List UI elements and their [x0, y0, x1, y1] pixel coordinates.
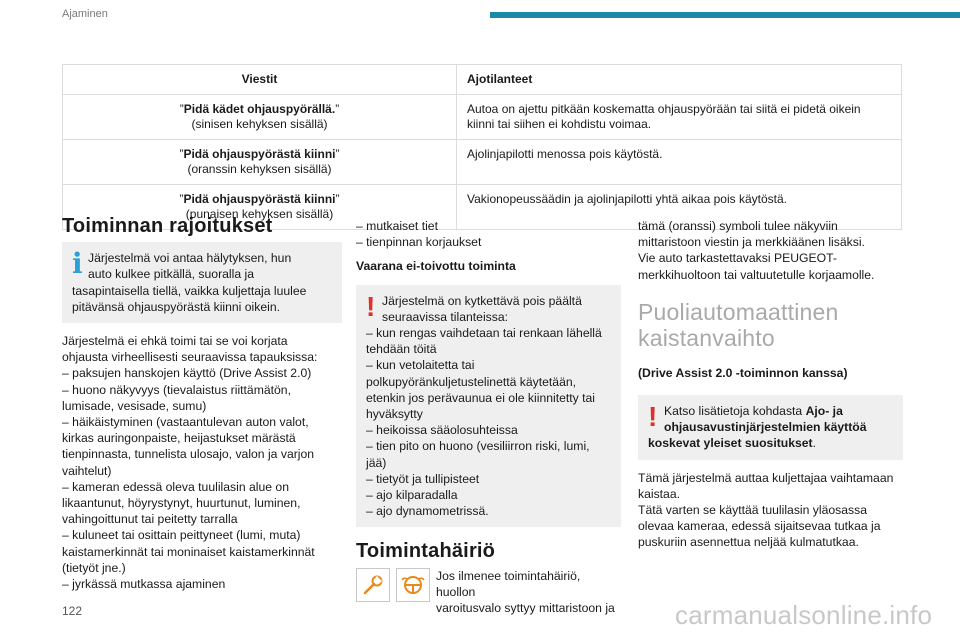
text-line: puskuriin asennettua neljää kulmatutkaa.	[638, 535, 859, 550]
column-header-messages: Viestit	[63, 65, 457, 95]
text-line: varoitusvalo syttyy mittaristoon ja	[436, 601, 615, 616]
text-line: (tietyöt jne.)	[62, 560, 126, 575]
warning-exclamation-icon: !	[366, 290, 376, 322]
header-accent-bar	[490, 12, 960, 18]
warning-box	[356, 285, 621, 528]
text-line: – kameran edessä oleva tuulilasin alue on	[62, 479, 289, 494]
messages-table	[62, 64, 902, 230]
text-line: Järjestelmä ei ehkä toimi tai se voi korjata	[62, 334, 288, 349]
warning-line: seuraavissa tilanteissa:	[382, 309, 508, 324]
text-line: mittaristoon viestin ja merkkiäänen lisäksi.	[638, 235, 865, 250]
warning-line: koskevat yleiset suositukset.	[648, 436, 817, 451]
text-line: ohjausta virheellisesti seuraavissa tapauksissa:	[62, 350, 318, 365]
text-line: tämä (oranssi) symboli tulee näkyviin	[638, 219, 838, 233]
heading-line: kaistanvaihto	[638, 324, 775, 351]
warning-line: – tietyöt ja tullipisteet	[366, 471, 480, 486]
text-line: kirkas auringonpaiste, heijastukset märästä	[62, 431, 296, 446]
table-row	[63, 95, 902, 140]
text-line: vahingoittunut tai peitetty tarralla	[62, 512, 238, 527]
warning-exclamation-icon: !	[648, 401, 658, 433]
column-header-situations: Ajotilanteet	[457, 65, 902, 95]
message-cell: ”Pidä kädet ohjauspyörällä.” (sinisen kehyksen sisällä)	[63, 95, 457, 140]
message-cell: ”Pidä ohjauspyörästä kiinni” (oranssin kehyksen sisällä)	[63, 140, 457, 185]
watermark: carmanualsonline.info	[675, 600, 933, 630]
warning-line: – ajo kilparadalla	[366, 488, 458, 503]
warning-line: – ajo dynamometrissä.	[366, 504, 489, 519]
situation-cell: Vakionopeussäädin ja ajolinjapilotti yhtä aikaa pois käytöstä.	[457, 185, 902, 230]
warning-symbols	[356, 568, 430, 602]
text-line: Tämä järjestelmä auttaa kuljettajaa vaihtamaan	[638, 470, 894, 485]
warning-line: hyväksytty	[366, 407, 423, 422]
warning-line: etenkin jos perävaunua ei ole kiinnitetty tai	[366, 390, 595, 405]
warning-line: jää)	[366, 455, 387, 470]
info-icon: i	[72, 247, 83, 281]
text-line: merkkihuoltoon tai valtuutetulle korjaamolle.	[638, 267, 875, 282]
text-line: likaantunut, höyrystynyt, huurtunut, luminen,	[62, 496, 301, 511]
warning-line: – kun vetolaitetta tai	[366, 358, 475, 373]
table-row	[63, 140, 902, 185]
text-line: kaistaa.	[638, 486, 681, 501]
column-left	[62, 215, 342, 592]
message-cell: ”Pidä ohjauspyörästä kiinni” (punaisen kehyksen sisällä)	[63, 185, 457, 230]
section-heading-lane-change	[638, 299, 903, 351]
warning-line: Katso lisätietoja kohdasta Ajo- ja	[664, 404, 843, 419]
steering-wheel-hands-icon	[396, 568, 430, 602]
warning-line: polkupyöränkuljetustelinettä käytetään,	[366, 374, 577, 389]
text-line: – tienpinnan korjaukset	[356, 235, 482, 250]
info-box	[62, 242, 342, 323]
warning-line: tehdään töitä	[366, 342, 437, 357]
warning-box	[638, 395, 903, 460]
warning-line: Järjestelmä on kytkettävä pois päältä	[382, 293, 582, 308]
text-line: – mutkaiset tiet	[356, 219, 438, 233]
text-line: Jos ilmenee toimintahäiriö, huollon	[436, 568, 581, 599]
info-line: auto kulkee pitkällä, suoralla ja	[88, 267, 254, 282]
page-number: 122	[62, 604, 83, 618]
text-line: – huono näkyvyys (tievalaistus riittämätön,	[62, 382, 291, 397]
column-middle	[356, 218, 621, 616]
info-line: pitävänsä ohjauspyörästä kiinni oikein.	[72, 299, 280, 314]
info-line: Järjestelmä voi antaa hälytyksen, hun	[88, 251, 292, 266]
subheading-drive-assist: (Drive Assist 2.0 -toiminnon kanssa)	[638, 365, 848, 380]
text-line: – kuluneet tai osittain peittyneet (lumi, muta)	[62, 528, 301, 543]
text-line: Vie auto tarkastettavaksi PEUGEOT-	[638, 251, 837, 266]
wrench-icon	[356, 568, 390, 602]
malfunction-block	[356, 568, 621, 617]
warning-line: ohjausavustinjärjestelmien käyttöä	[664, 420, 867, 435]
subheading-unwanted-operation: Vaarana ei-toivottu toiminta	[356, 259, 516, 274]
warning-line: – kun rengas vaihdetaan tai renkaan lähellä	[366, 326, 602, 341]
table-header-row	[63, 65, 902, 95]
info-line: tasapintaisella tiellä, vaikka kuljettaja luulee	[72, 283, 307, 298]
text-line: olevaa kameraa, edessä sijaitsevaa tutkaa ja	[638, 519, 881, 534]
warning-line: – tien pito on huono (vesiliirron riski, lumi,	[366, 439, 590, 454]
text-line: – jyrkässä mutkassa ajaminen	[62, 577, 226, 592]
text-line: – häikäistyminen (vastaantulevan auton valot,	[62, 415, 309, 430]
limitations-text	[62, 333, 342, 592]
situation-cell: Ajolinjapilotti menossa pois käytöstä.	[457, 140, 902, 185]
column-right	[638, 218, 903, 551]
lane-change-text	[638, 470, 903, 551]
situation-cell: Autoa on ajettu pitkään koskematta ohjauspyörään tai siitä ei pidetä oikein kiinni tai siihen ei kohdistu voimaa.	[457, 95, 902, 140]
text-line: – paksujen hanskojen käyttö (Drive Assist 2.0)	[62, 366, 312, 381]
text-line: Tätä varten se käyttää tuulilasin yläosassa	[638, 503, 867, 518]
section-heading-malfunction: Toimintahäiriö	[356, 540, 496, 563]
text-line: tienpinnasta, tunnelista ulosajo, valon ja varjon	[62, 447, 315, 462]
heading-line: Puoliautomaattinen	[638, 298, 839, 325]
section-heading-limitations: Toiminnan rajoitukset	[62, 215, 273, 237]
text-line: kaistamerkinnät tai moninaiset kaistamerkinnät	[62, 544, 315, 559]
running-header: Ajaminen	[62, 8, 108, 20]
text-line: vaihtelut)	[62, 463, 112, 478]
text-line: lumisade, vesisade, sumu)	[62, 398, 207, 413]
warning-line: – heikoissa sääolosuhteissa	[366, 423, 518, 438]
